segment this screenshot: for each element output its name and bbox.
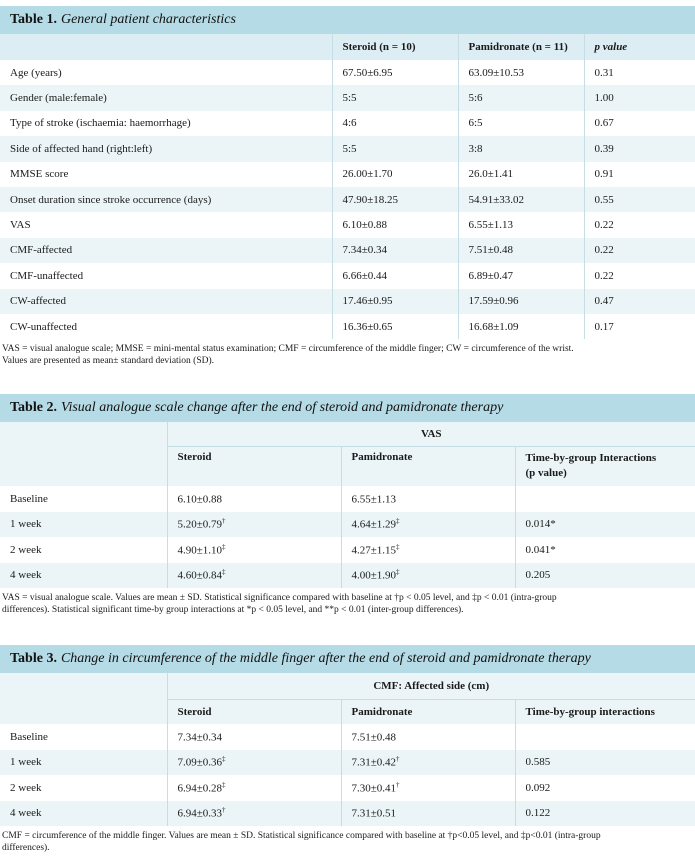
cell-value: 1 week: [10, 756, 42, 769]
table-cell: CW-unaffected: [10, 320, 77, 333]
table-2: [0, 394, 695, 616]
table-row: [0, 801, 695, 827]
table-row: [0, 263, 695, 288]
cell-value: 7.30±0.41: [351, 782, 397, 795]
table-3-header-cell: Pamidronate: [341, 699, 515, 724]
table-row: [0, 512, 695, 538]
table-cell: MMSE score: [10, 168, 69, 181]
table-cell: [0, 486, 167, 512]
table-2-group-header-row: [0, 422, 695, 446]
table-1: [0, 6, 695, 367]
table-2-header-row: [0, 446, 695, 486]
table-cell: CW-affected: [10, 295, 66, 308]
cell-value: 7.09±0.36: [177, 757, 223, 770]
table-2-grid: [0, 422, 695, 588]
table-cell: [515, 537, 695, 563]
table-row: [0, 212, 695, 237]
significance-mark: ‡: [222, 755, 226, 764]
cell-value: 6.55±1.13: [351, 493, 397, 506]
table-cell: VAS: [10, 219, 31, 232]
significance-mark: ‡: [396, 517, 400, 526]
significance-mark: ‡: [222, 780, 226, 789]
table-3-group-header: CMF: Affected side (cm): [167, 673, 695, 699]
table-cell: [0, 750, 167, 776]
cell-value: 7.51±0.48: [351, 731, 397, 744]
table-cell: [341, 512, 515, 538]
cell-value: 7.31±0.51: [351, 808, 397, 821]
table-cell: [0, 512, 167, 538]
table-1-note-line: Values are presented as mean± standard deviation (SD).: [2, 356, 215, 367]
table-cell: [341, 724, 515, 750]
table-3-title: [0, 645, 695, 673]
table-1-header-row: [0, 34, 695, 60]
table-cell: CMF-unaffected: [10, 269, 84, 282]
table-cell: 6:5: [458, 111, 584, 136]
table-cell: 1.00: [584, 85, 695, 110]
table-cell: 0.22: [584, 263, 695, 288]
table-cell: Gender (male:female): [10, 92, 107, 105]
cell-value: 7.34±0.34: [177, 731, 223, 744]
table-cell: [167, 724, 341, 750]
table-row: [0, 724, 695, 750]
table-2-header-line: Time-by-group Interactions: [525, 451, 657, 464]
significance-mark: †: [396, 780, 400, 789]
table-cell: [341, 750, 515, 776]
table-cell: 6.55±1.13: [458, 212, 584, 237]
table-cell: 47.90±18.25: [332, 187, 458, 212]
table-cell: Age (years): [10, 66, 62, 79]
table-row: [0, 486, 695, 512]
table-2-header-cell: Steroid: [167, 446, 341, 486]
table-row: [0, 238, 695, 263]
table-2-note-line: differences). Statistical significant time-by group interactions at *p < 0.05 level, and **p < 0.01 (inter-group differences).: [2, 605, 464, 615]
table-cell: 6.10±0.88: [332, 212, 458, 237]
table-cell: [0, 563, 167, 589]
table-3-header-cell: Steroid: [167, 699, 341, 724]
table-1-header-cell: Pamidronate (n = 11): [458, 34, 584, 60]
table-2-note-line: VAS = visual analogue scale. Values are mean ± SD. Statistical significance compared with baseline at †p < 0.05 level, and ‡p < 0.01 (intra-group: [2, 593, 557, 603]
table-2-number: Table 2.: [10, 400, 57, 415]
table-1-grid: [0, 34, 695, 339]
table-2-header-cell: [515, 446, 695, 486]
cell-value: 1 week: [10, 518, 42, 531]
table-cell: 7.51±0.48: [458, 238, 584, 263]
table-3-note: [0, 826, 695, 854]
table-cell: [0, 537, 167, 563]
table-cell: [515, 750, 695, 776]
table-2-group-header: VAS: [167, 422, 695, 446]
table-cell: Onset duration since stroke occurrence (days): [10, 193, 212, 206]
table-row: [0, 289, 695, 314]
table-cell: 17.46±0.95: [332, 289, 458, 314]
cell-value: 0.041*: [525, 543, 556, 556]
significance-mark: †: [222, 517, 226, 526]
table-cell: 67.50±6.95: [332, 60, 458, 85]
table-cell: [341, 537, 515, 563]
table-row: [0, 111, 695, 136]
table-cell: 0.31: [584, 60, 695, 85]
table-3-number: Table 3.: [10, 651, 57, 666]
cell-value: 4.60±0.84: [177, 570, 223, 583]
cell-value: Baseline: [10, 730, 48, 743]
table-cell: 16.36±0.65: [332, 314, 458, 339]
table-cell: [515, 486, 695, 512]
cell-value: 6.94±0.33: [177, 808, 223, 821]
cell-value: Baseline: [10, 492, 48, 505]
table-cell: 0.22: [584, 212, 695, 237]
table-row: [0, 537, 695, 563]
table-cell: [167, 537, 341, 563]
cell-value: 7.31±0.42: [351, 757, 397, 770]
cell-value: 4.90±1.10: [177, 544, 223, 557]
table-1-number: Table 1.: [10, 12, 57, 27]
table-cell: [167, 486, 341, 512]
table-cell: [341, 775, 515, 801]
table-cell: [341, 563, 515, 589]
cell-value: 0.092: [525, 781, 551, 794]
table-3-grid: [0, 673, 695, 826]
significance-mark: ‡: [396, 568, 400, 577]
table-cell: 0.55: [584, 187, 695, 212]
table-cell: [167, 563, 341, 589]
table-row: [0, 187, 695, 212]
table-cell: 63.09±10.53: [458, 60, 584, 85]
table-3-header-cell: Time-by-group interactions: [515, 699, 695, 724]
table-3-note-line: differences).: [2, 843, 50, 853]
cell-value: 2 week: [10, 543, 42, 556]
table-cell: 16.68±1.09: [458, 314, 584, 339]
table-cell: Type of stroke (ischaemia: haemorrhage): [10, 117, 191, 130]
table-1-header-cell: Steroid (n = 10): [332, 34, 458, 60]
table-cell: 0.17: [584, 314, 695, 339]
table-cell: [515, 512, 695, 538]
table-cell: 6.89±0.47: [458, 263, 584, 288]
table-1-note-line: VAS = visual analogue scale; MMSE = mini-mental status examination; CMF = circumference of the middle finger; CW = circumference of the wrist.: [2, 344, 574, 355]
table-row: [0, 775, 695, 801]
table-row: [0, 314, 695, 339]
table-cell: 7.34±0.34: [332, 238, 458, 263]
table-cell: 0.67: [584, 111, 695, 136]
significance-mark: ‡: [222, 542, 226, 551]
table-cell: [515, 563, 695, 589]
significance-mark: ‡: [396, 542, 400, 551]
table-cell: [0, 724, 167, 750]
table-3-note-line: CMF = circumference of the middle finger. Values are mean ± SD. Statistical significance compared with baseline at †p<0.05 level, and ‡p<0.01 (intra-group: [2, 831, 601, 841]
table-cell: CMF-affected: [10, 244, 73, 257]
table-3: [0, 645, 695, 854]
significance-mark: †: [396, 755, 400, 764]
table-cell: 4:6: [332, 111, 458, 136]
table-3-header-row: [0, 699, 695, 724]
cell-value: 4 week: [10, 569, 42, 582]
table-row: [0, 750, 695, 776]
table-cell: 5:5: [332, 85, 458, 110]
table-1-header-cell: p value: [584, 34, 695, 60]
table-3-group-header-row: [0, 673, 695, 699]
table-cell: [341, 486, 515, 512]
table-cell: [167, 512, 341, 538]
table-cell: 3:8: [458, 136, 584, 161]
table-cell: [515, 801, 695, 827]
table-cell: 26.00±1.70: [332, 162, 458, 187]
table-cell: 54.91±33.02: [458, 187, 584, 212]
table-cell: 6.66±0.44: [332, 263, 458, 288]
significance-mark: ‡: [222, 568, 226, 577]
cell-value: 4.00±1.90: [351, 570, 397, 583]
table-2-header-cell: Pamidronate: [341, 446, 515, 486]
cell-value: 4 week: [10, 807, 42, 820]
cell-value: 0.014*: [525, 518, 556, 531]
cell-value: 6.94±0.28: [177, 782, 223, 795]
table-row: [0, 563, 695, 589]
cell-value: 0.122: [525, 807, 551, 820]
table-row: [0, 162, 695, 187]
table-2-title: [0, 394, 695, 422]
cell-value: 6.10±0.88: [177, 493, 223, 506]
table-cell: 0.47: [584, 289, 695, 314]
table-1-caption: General patient characteristics: [60, 12, 236, 27]
table-2-header-line: (p value): [525, 466, 567, 479]
table-cell: 0.22: [584, 238, 695, 263]
table-cell: [167, 750, 341, 776]
table-cell: [341, 801, 515, 827]
significance-mark: †: [222, 806, 226, 815]
cell-value: 2 week: [10, 781, 42, 794]
table-2-caption: Visual analogue scale change after the end of steroid and pamidronate therapy: [60, 400, 504, 415]
table-2-note: [0, 588, 695, 616]
cell-value: 5.20±0.79: [177, 519, 223, 532]
table-3-caption: Change in circumference of the middle finger after the end of steroid and pamidronate therapy: [60, 651, 591, 666]
table-cell: 5:6: [458, 85, 584, 110]
cell-value: 4.64±1.29: [351, 519, 397, 532]
table-cell: [0, 775, 167, 801]
table-1-header-cell: [0, 34, 332, 60]
table-cell: [167, 775, 341, 801]
table-cell: 5:5: [332, 136, 458, 161]
table-cell: [515, 724, 695, 750]
table-cell: 17.59±0.96: [458, 289, 584, 314]
table-cell: 0.91: [584, 162, 695, 187]
table-row: [0, 136, 695, 161]
cell-value: 4.27±1.15: [351, 544, 397, 557]
table-1-title: [0, 6, 695, 34]
table-cell: 0.39: [584, 136, 695, 161]
table-cell: [515, 775, 695, 801]
table-cell: Side of affected hand (right:left): [10, 142, 153, 155]
cell-value: 0.205: [525, 569, 551, 582]
table-cell: 26.0±1.41: [458, 162, 584, 187]
cell-value: 0.585: [525, 756, 551, 769]
table-row: [0, 85, 695, 110]
table-cell: [167, 801, 341, 827]
table-1-note: [0, 339, 695, 367]
table-cell: [0, 801, 167, 827]
table-row: [0, 60, 695, 85]
